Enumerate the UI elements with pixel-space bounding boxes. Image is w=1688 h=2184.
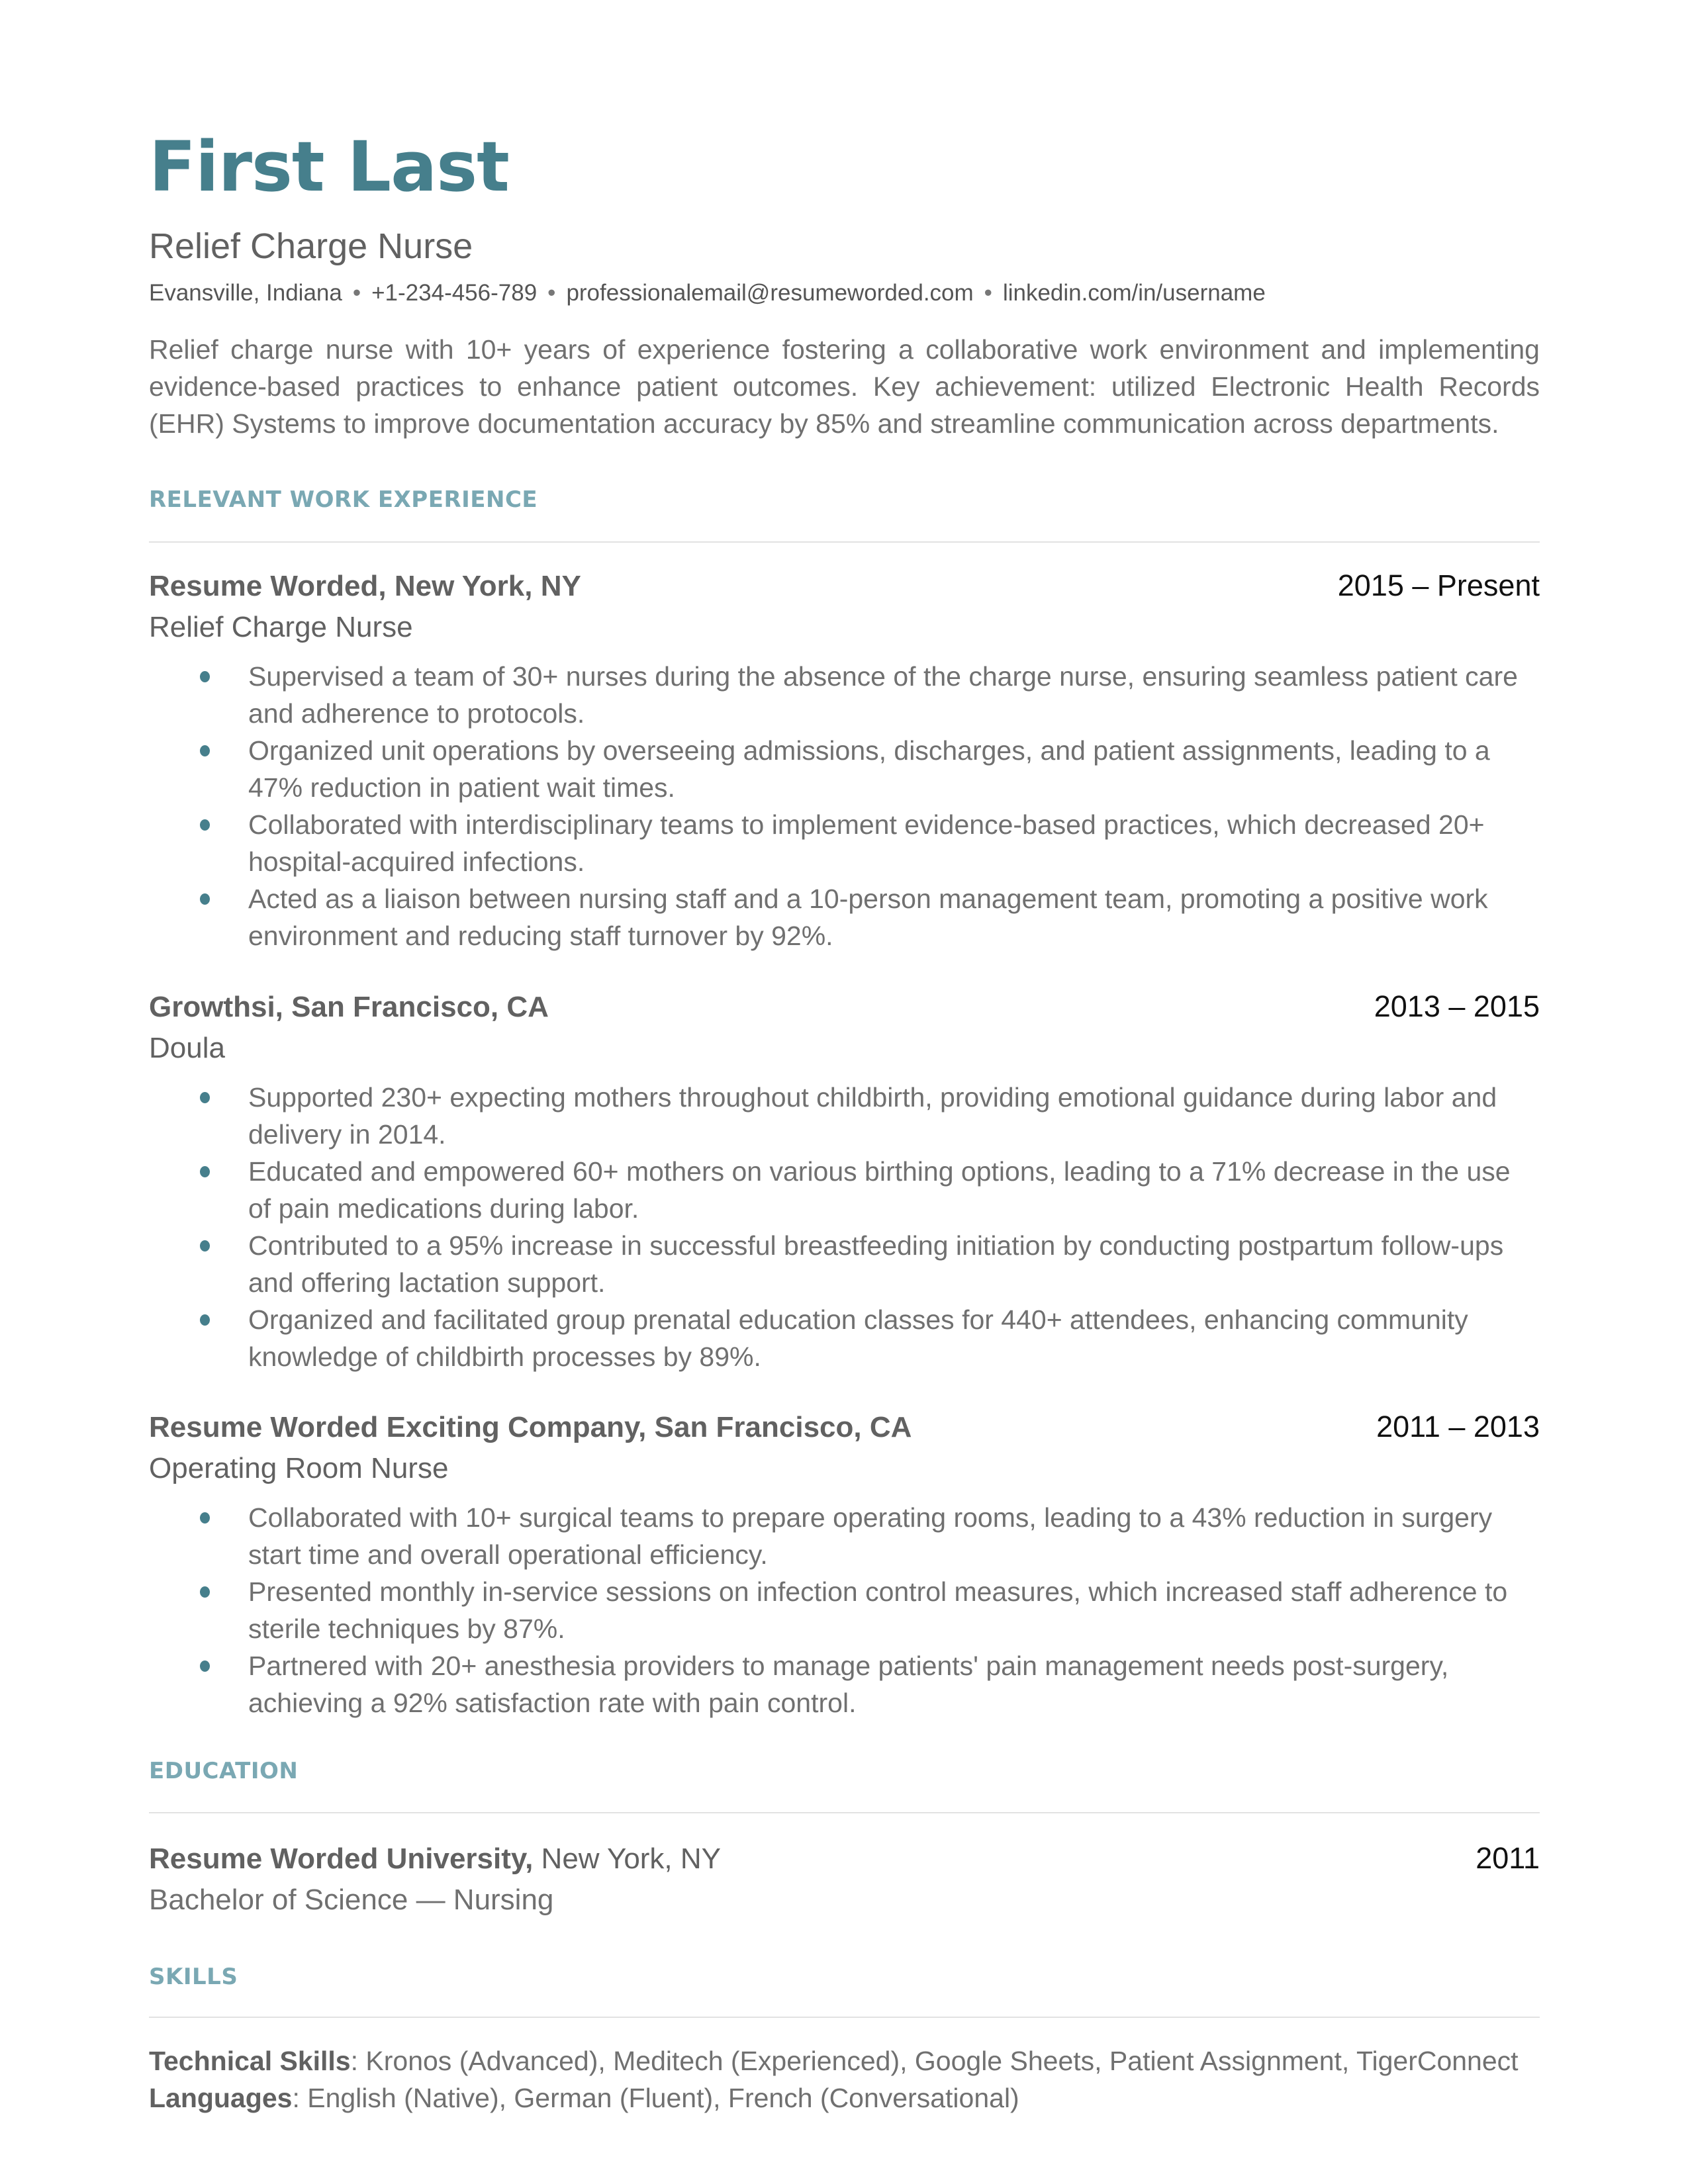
bullet-item: Collaborated with interdisciplinary teams to implement evidence-based practices, which decreased 20+ hospital-acquired infections.	[149, 806, 1540, 880]
section-divider	[149, 541, 1540, 543]
bullet-item: Supported 230+ expecting mothers throughout childbirth, providing emotional guidance during labor and delivery in 2014.	[149, 1079, 1540, 1153]
bullet-dot-icon	[200, 819, 210, 831]
skills-languages-label: Languages	[149, 2083, 293, 2113]
education-school-line	[149, 1839, 721, 1879]
bullet-item: Organized and facilitated group prenatal education classes for 440+ attendees, enhancing community knowledge of childbirth processes by 89%.	[149, 1301, 1540, 1375]
bullet-dot-icon	[200, 1512, 210, 1524]
bullet-item: Collaborated with 10+ surgical teams to prepare operating rooms, leading to a 43% reduction in surgery start time and overall operational efficiency.	[149, 1499, 1540, 1573]
experience-section-header	[149, 488, 1540, 511]
candidate-title: Relief Charge Nurse	[149, 226, 473, 266]
section-divider	[149, 1812, 1540, 1813]
section-divider	[149, 2017, 1540, 2018]
contact-email[interactable]: professionalemail@resumeworded.com	[566, 280, 974, 306]
bullet-dot-icon	[200, 1240, 210, 1251]
bullet-item: Presented monthly in-service sessions on infection control measures, which increased staff adherence to sterile techniques by 87%.	[149, 1573, 1540, 1647]
job-dates: 2013 – 2015	[1374, 989, 1540, 1023]
job-bullets	[149, 1079, 1540, 1375]
job-company: Growthsi, San Francisco, CA	[149, 991, 549, 1023]
bullet-dot-icon	[200, 1314, 210, 1326]
education-year: 2011	[1476, 1841, 1540, 1875]
job-entry	[149, 987, 1540, 1375]
candidate-name: First Last	[149, 126, 509, 207]
separator-dot-icon: •	[352, 280, 361, 306]
bullet-dot-icon	[200, 1661, 210, 1672]
bullet-item: Organized unit operations by overseeing admissions, discharges, and patient assignments, leading to a 47% reduction in patient wait times.	[149, 732, 1540, 806]
skills-technical	[149, 2042, 1540, 2079]
separator-dot-icon: •	[984, 280, 992, 306]
section-title-experience: RELEVANT WORK EXPERIENCE	[149, 486, 538, 513]
job-company: Resume Worded, New York, NY	[149, 570, 581, 602]
job-dates: 2011 – 2013	[1376, 1410, 1540, 1443]
job-dates: 2015 – Present	[1337, 569, 1540, 602]
skills-languages	[149, 2079, 1540, 2116]
job-company: Resume Worded Exciting Company, San Francisco, CA	[149, 1411, 912, 1443]
bullet-dot-icon	[200, 1092, 210, 1103]
job-role: Operating Room Nurse	[149, 1452, 449, 1484]
bullet-dot-icon	[200, 893, 210, 905]
bullet-item: Educated and empowered 60+ mothers on various birthing options, leading to a 71% decrease in the use of pain medications during labor.	[149, 1153, 1540, 1227]
skills-list	[149, 2042, 1540, 2116]
bullet-dot-icon	[200, 671, 210, 682]
skills-section-header	[149, 1966, 1540, 1988]
bullet-dot-icon	[200, 745, 210, 756]
bullet-item: Supervised a team of 30+ nurses during the absence of the charge nurse, ensuring seamless patient care and adherence to protocols.	[149, 658, 1540, 732]
education-school: Resume Worded University,	[149, 1843, 534, 1875]
bullet-dot-icon	[200, 1586, 210, 1598]
job-role: Relief Charge Nurse	[149, 611, 413, 643]
job-bullets	[149, 658, 1540, 954]
job-entry	[149, 1407, 1540, 1721]
contact-line	[149, 278, 1266, 308]
education-entry	[149, 1839, 1540, 1921]
bullet-dot-icon	[200, 1166, 210, 1177]
summary-paragraph: Relief charge nurse with 10+ years of experience fostering a collaborative work environment and implementing evidence-based practices to enhance patient outcomes. Key achievement: utilized Electronic Health Records (EHR) Systems to improve documentation accuracy by 85% and streamline communication across departments.	[149, 334, 1540, 439]
skills-languages-value: : English (Native), German (Fluent), French (Conversational)	[292, 2083, 1019, 2113]
education-location: New York, NY	[533, 1843, 722, 1875]
section-title-education: EDUCATION	[149, 1758, 299, 1784]
contact-linkedin[interactable]: linkedin.com/in/username	[1002, 280, 1266, 306]
job-role: Doula	[149, 1032, 225, 1064]
education-section-header	[149, 1760, 1540, 1782]
bullet-item: Acted as a liaison between nursing staff and a 10-person management team, promoting a positive work environment and reducing staff turnover by 92%.	[149, 880, 1540, 954]
education-degree: Bachelor of Science — Nursing	[149, 1884, 554, 1916]
job-entry	[149, 566, 1540, 954]
bullet-item: Partnered with 20+ anesthesia providers to manage patients' pain management needs post-surgery, achieving a 92% satisfaction rate with pain control.	[149, 1647, 1540, 1721]
separator-dot-icon: •	[547, 280, 556, 306]
bullet-item: Contributed to a 95% increase in successful breastfeeding initiation by conducting postpartum follow-ups and offering lactation support.	[149, 1227, 1540, 1301]
section-title-skills: SKILLS	[149, 1964, 238, 1990]
job-bullets	[149, 1499, 1540, 1721]
contact-phone: +1-234-456-789	[371, 280, 538, 306]
skills-technical-value: : Kronos (Advanced), Meditech (Experienced), Google Sheets, Patient Assignment, TigerConnect	[350, 2046, 1519, 2076]
skills-technical-label: Technical Skills	[149, 2046, 351, 2076]
contact-location: Evansville, Indiana	[149, 280, 342, 306]
